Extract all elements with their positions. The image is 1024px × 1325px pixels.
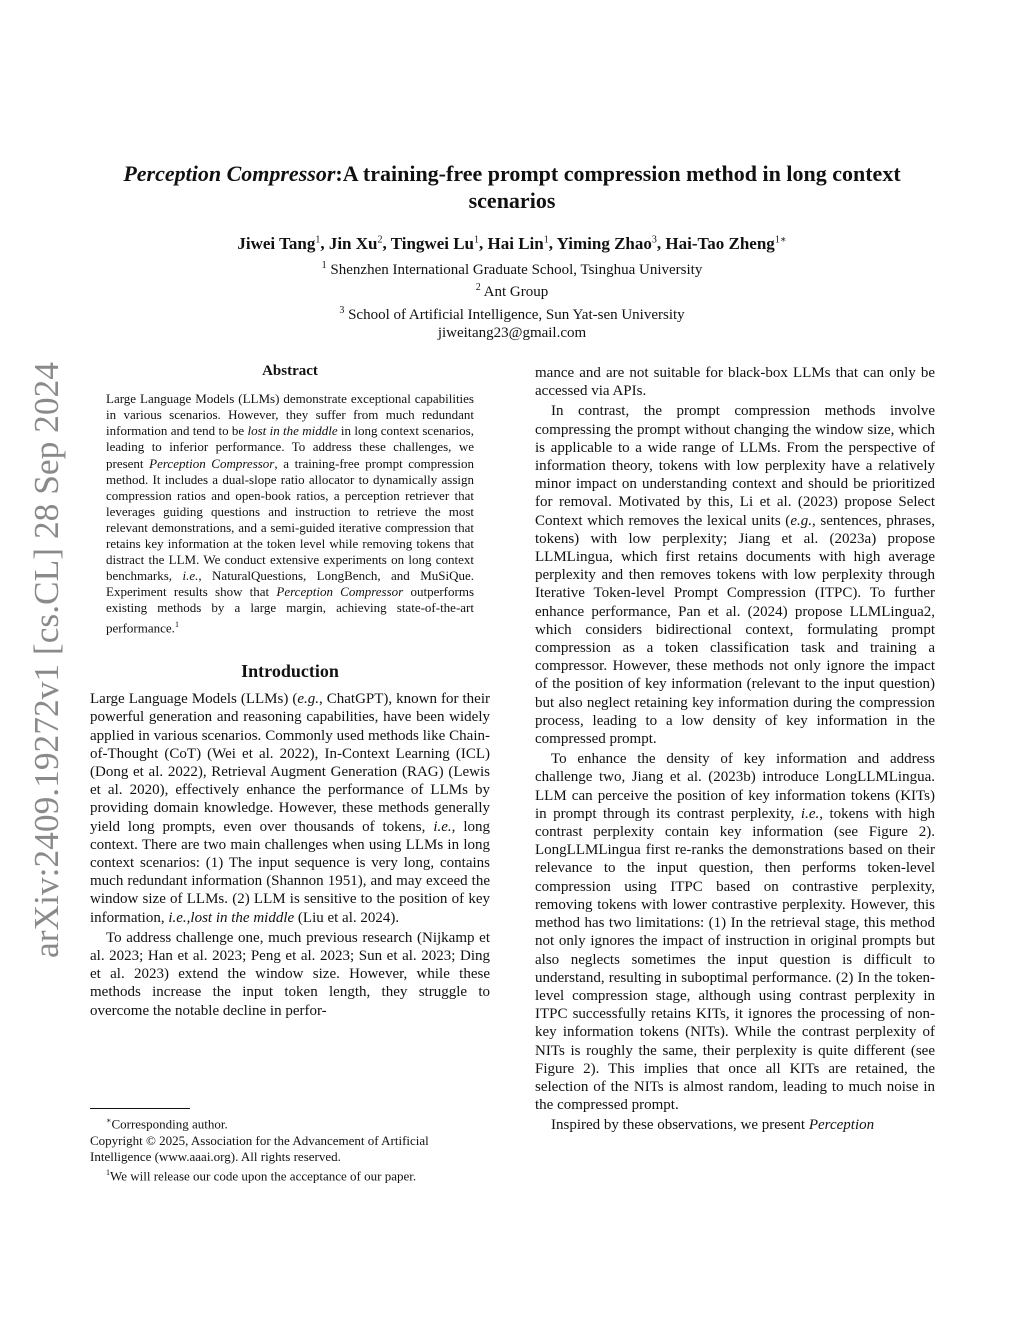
introduction-heading: Introduction — [241, 660, 339, 681]
intro-paragraph-4: To enhance the density of key information and address challenge two, Jiang et al. (2023b) introduce LongLLMLingua. LLM can perceive the position of key information tokens (KITs) in prompt through its contrast perplexity, i.e., tokens with high contrast perplexity contain key information (see Figure 2). LongLLMLingua first re-ranks the demonstrations based on their relevance to the input question, then performs token-level compression using ITPC based on contrastive perplexity, removing tokens with lower contrastive perplexity. However, this method has two limitations: (1) In the retrieval stage, this method not only ignores the impact of instruction in original prompts but also neglects sometimes the input question is difficult to understand, resulting in suboptimal performance. (2) In the token-level compression stage, although using contrast perplexity in ITPC successfully retains KITs, it ignores the processing of non-key information tokens (NITs). While the contrast perplexity of NITs is roughly the same, their perplexity is quite different (see Figure 2). This implies that once all KITs are retained, the selection of the NITs is almost random, leading to much noise in the compressed prompt. — [535, 751, 936, 1114]
author: Jin Xu$^2$ — [328, 233, 383, 253]
abstract-text: Large Language Models (LLMs) demonstrate exceptional capabilities in various scenarios. However, they suffer from much redundant information and tend to be lost in the middle in long context scenarios, leading to inferior performance. To address these challenges, we present Perception Compressor, a training-free prompt compression method. It includes a dual-slope ratio allocator to dynamically assign compression ratios and open-book ratios, a perception retriever that leverages guiding questions and instruction to retrieve the most relevant demonstrations, and a semi-guided iterative compression that retains key information at the token level while removing tokens that distract the LLM. We conduct extensive experiments on long context benchmarks, i.e., NaturalQuestions, LongBench, and MuSiQue. Experiment results show that Perception Compressor outperforms existing methods by a large margin, achieving state-of-the-art performance.$^1$ — [106, 391, 475, 635]
paper-title — [90, 160, 934, 214]
intro-paragraph-2: To address challenge one, much previous research (Nijkamp et al. 2023; Han et al. 2023; Peng et al. 2023; Sun et al. 2023; Ding et al. 2023) extend the window size. However, while these methods increase the input token length, they struggle to overcome the notable decline in perfor- — [90, 929, 490, 1019]
intro-paragraph-5: Inspired by these observations, we present Perception — [551, 1117, 875, 1134]
abstract-heading: Abstract — [262, 363, 318, 379]
footnotes — [90, 1108, 490, 1184]
right-column — [535, 364, 935, 1137]
title-method-name: Perception Compressor — [123, 161, 336, 186]
copyright-notice: Copyright © 2025, Association for the Advancement of Artificial Intelligence (www.aaai.org). All rights reserved. — [90, 1132, 429, 1164]
author: Hai Lin$^1$ — [487, 233, 549, 253]
footnote-rule — [90, 1108, 190, 1109]
left-column — [90, 362, 490, 1022]
author: Hai-Tao Zheng$^{1∗}$ — [665, 233, 787, 253]
affiliation: $^1$ Shenzhen International Graduate School, Tsinghua University — [321, 259, 703, 278]
affiliations — [90, 257, 934, 343]
intro-paragraph-2-continued: mance and are not suitable for black-box LLMs that can only be accessed via APIs. — [535, 365, 935, 400]
author: Tingwei Lu$^1$ — [390, 233, 480, 253]
author-list: Jiwei Tang$^1$, Jin Xu$^2$, Tingwei Lu$^1$, Hai Lin$^1$, Yiming Zhao$^3$, Hai-Tao Zheng$^{1∗}$ — [237, 233, 787, 253]
affiliation: $^3$ School of Artificial Intelligence, Sun Yat-sen University — [339, 304, 685, 323]
title-rest: :A training-free prompt compression method in long context scenarios — [335, 161, 901, 213]
author: Yiming Zhao$^3$ — [556, 233, 657, 253]
intro-paragraph-1: Large Language Models (LLMs) (e.g., ChatGPT), known for their powerful generation and reasoning capabilities, have been widely applied in various scenarios. Commonly used methods like Chain-of-Thought (CoT) (Wei et al. 2022), In-Context Learning (ICL) (Dong et al. 2022), Retrieval Augment Generation (RAG) (Lewis et al. 2020), effectively enhance the performance of LLMs by providing domain knowledge. However, these methods generally yield long prompts, even over thousands of tokens, i.e., long context. There are two main challenges when using LLMs in long context scenarios: (1) The input sequence is very long, contains much redundant information (Shannon 1951), and may exceed the window size of LLMs. (2) LLM is sensitive to the position of key information, i.e.,lost in the middle (Liu et al. 2024). — [90, 691, 490, 926]
arxiv-stamp — [14, 360, 70, 960]
title-block — [90, 160, 934, 343]
author: Jiwei Tang$^1$ — [237, 233, 321, 253]
affiliation: $^2$ Ant Group — [475, 282, 549, 301]
email: jiweitang23@gmail.com — [437, 325, 587, 342]
arxiv-id: arXiv:2409.19272v1 [cs.CL] 28 Sep 2024 — [27, 368, 66, 958]
footnote-corresponding: ∗Corresponding author. — [106, 1116, 228, 1132]
footnote-1: $^1$We will release our code upon the acceptance of our paper. — [106, 1167, 417, 1184]
intro-paragraph-3: In contrast, the prompt compression methods involve compressing the prompt without changing the window size, which is applicable to a wide range of LLMs. From the perspective of information theory, tokens with low perplexity have a relatively minor impact on understanding context and should be prioritized for removal. Motivated by this, Li et al. (2023) propose Select Context which removes the lexical units (e.g., sentences, phrases, tokens) with low perplexity; Jiang et al. (2023a) propose LLMLingua, which first retains documents with high average perplexity and then removes tokens with low perplexity through Iterative Token-level Prompt Compression (ITPC). To further enhance performance, Pan et al. (2024) propose LLMLingua2, which considers bidirectional context, formulating prompt compression as a token classification task and training a compressor. However, these methods not only ignore the impact of the position of key information (relevant to the input question) but also neglect retaining key information during the compression process, leading to a low density of key information in the compressed prompt. — [535, 403, 935, 748]
